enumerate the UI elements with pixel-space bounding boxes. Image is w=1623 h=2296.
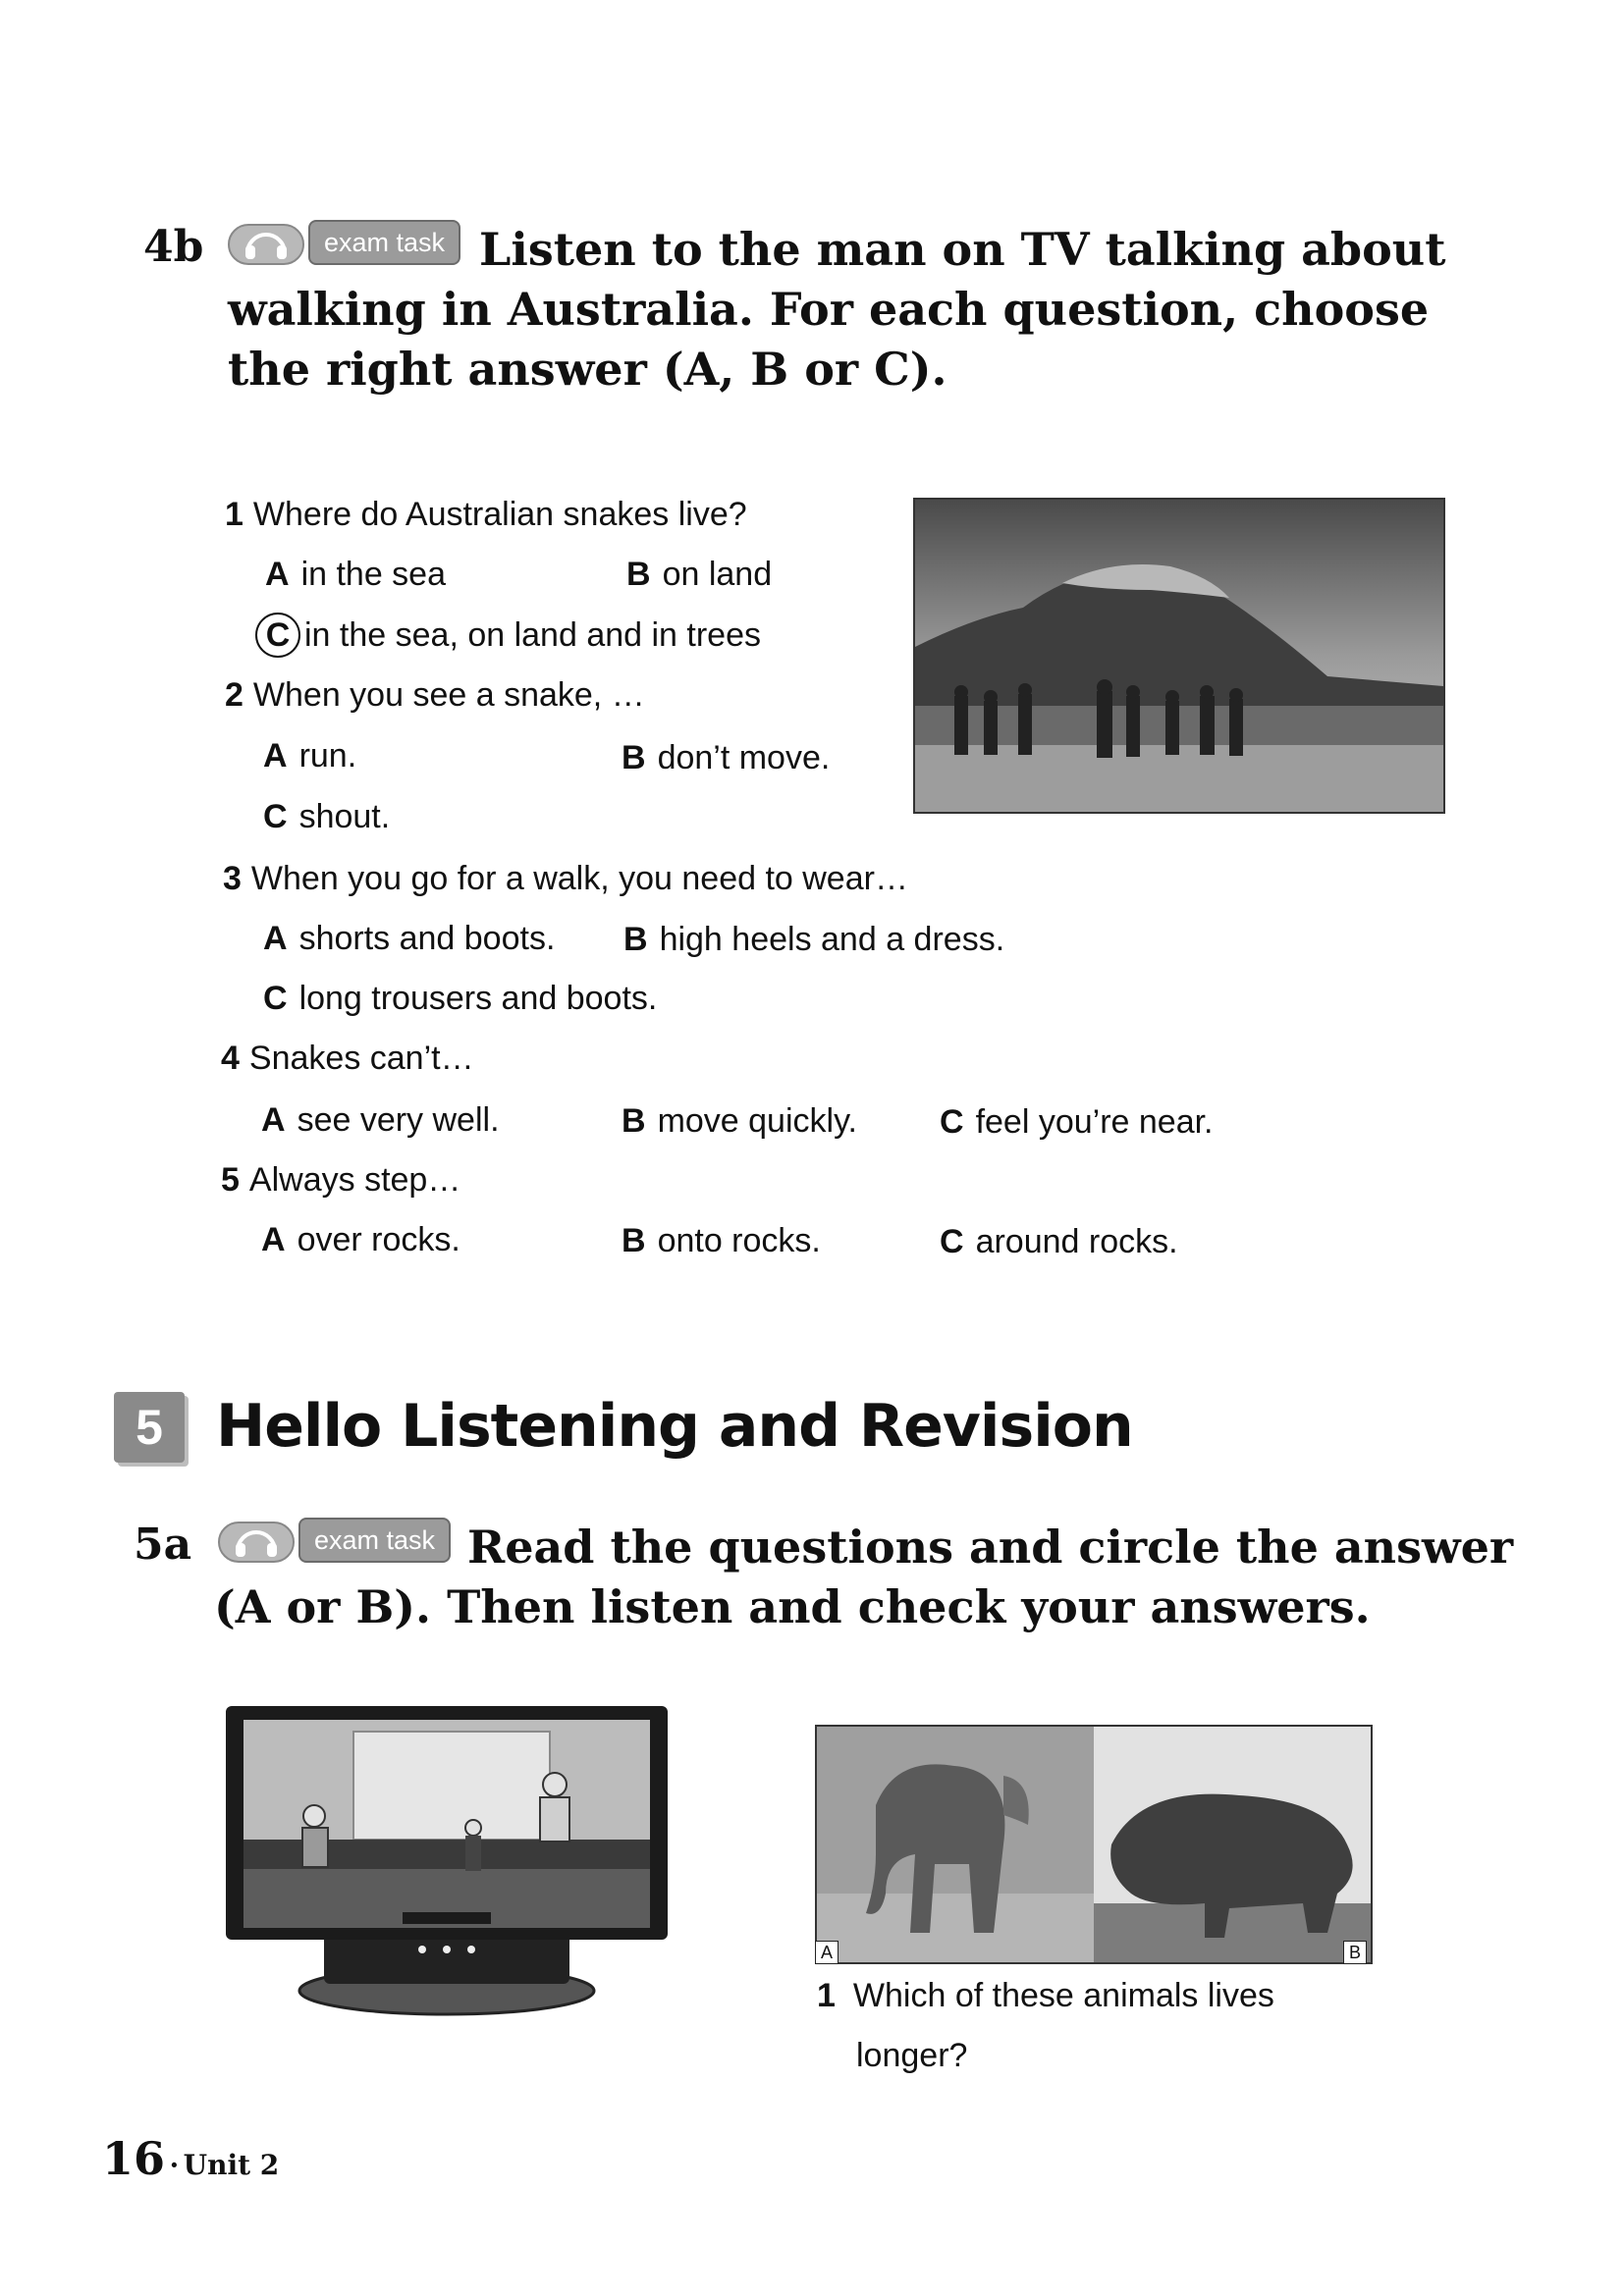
headphones-icon: [228, 224, 304, 265]
unit-label: Unit 2: [183, 2149, 280, 2181]
question-1: 1 Where do Australian snakes live?: [225, 496, 747, 533]
section-title: Hello Listening and Revision: [216, 1392, 1133, 1461]
question-3-option-c[interactable]: C long trousers and boots.: [263, 980, 658, 1017]
section-number-badge: 5: [114, 1392, 185, 1463]
question-1-option-c[interactable]: C in the sea, on land and in trees: [263, 613, 761, 658]
circled-answer: C: [255, 613, 300, 658]
question-5-option-b[interactable]: B onto rocks.: [622, 1222, 821, 1259]
question-2: 2 When you see a snake, …: [225, 676, 645, 714]
exercise-number-5a: 5a: [134, 1520, 192, 1570]
question-5: 5 Always step…: [221, 1161, 461, 1199]
exam-task-badge: exam task: [298, 1518, 451, 1563]
question-4-option-c[interactable]: C feel you’re near.: [940, 1103, 1214, 1141]
question-2-option-b[interactable]: B don’t move.: [622, 739, 831, 776]
question-5a-1-continued: longer?: [856, 2037, 968, 2074]
question-4: 4 Snakes can’t…: [221, 1040, 474, 1077]
question-3-option-a[interactable]: A shorts and boots.: [263, 920, 556, 957]
question-1-option-a[interactable]: A in the sea: [265, 556, 447, 593]
instruction-line-1: Read the questions and circle the answer: [467, 1521, 1514, 1574]
question-4-option-b[interactable]: B move quickly.: [622, 1102, 857, 1140]
photo-label-b: B: [1343, 1941, 1367, 1964]
instruction-line-2: walking in Australia. For each question, choose: [228, 283, 1430, 336]
headphones-icon: [218, 1522, 295, 1563]
instruction-line-2: (A or B). Then listen and check your answers.: [214, 1580, 1371, 1633]
exercise-number-4b: 4b: [143, 222, 204, 272]
question-5a-1: 1 Which of these animals lives: [817, 1977, 1274, 2014]
question-3: 3 When you go for a walk, you need to wear…: [223, 860, 908, 897]
exam-task-badge: exam task: [308, 220, 460, 265]
photo-label-a: A: [815, 1941, 839, 1964]
instruction-line-3: the right answer (A, B or C).: [228, 343, 947, 396]
question-1-option-b[interactable]: B on land: [626, 556, 773, 593]
elephant-hippo-photo: [815, 1725, 1373, 1964]
question-2-option-c[interactable]: C shout.: [263, 798, 391, 835]
footer-separator: ·: [169, 2149, 180, 2181]
mountain-hikers-photo: [913, 498, 1445, 814]
tv-illustration: [226, 1706, 668, 2020]
page-number: 16: [102, 2132, 166, 2185]
page-footer: [102, 2132, 279, 2185]
question-5-option-a[interactable]: A over rocks.: [261, 1221, 460, 1258]
question-4-option-a[interactable]: A see very well.: [261, 1101, 500, 1139]
instruction-line-1: Listen to the man on TV talking about: [479, 223, 1446, 276]
question-2-option-a[interactable]: A run.: [263, 737, 357, 774]
question-5-option-c[interactable]: C around rocks.: [940, 1223, 1178, 1260]
question-3-option-b[interactable]: B high heels and a dress.: [623, 921, 1005, 958]
